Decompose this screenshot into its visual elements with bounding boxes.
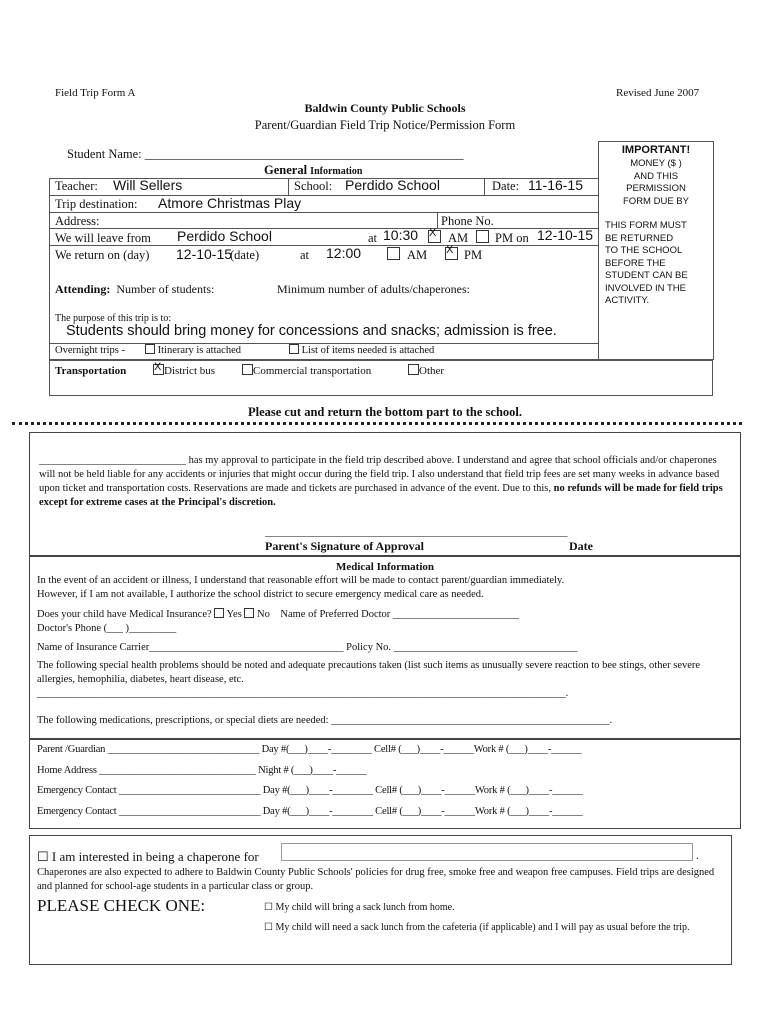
date-label: Date: [492,179,520,193]
insurance-carrier-field[interactable]: Name of Insurance Carrier_____________________________________ Policy No. ___________________________________ [37,642,578,653]
approval-paragraph: ____________________________ has my approval to participate in the field trip described above. I understand and agree that school officials and/or chaperones will not be held liable for any accidents or injuries that might occur during the field trip. I also understand that field trip fees are set many weeks in advance based upon ticket and transportation costs. Reservations are made and tickets are purchased in advance of the event. Due to this, no refunds will be made for field trips except for extreme cases at the Principal's discretion. [39,455,723,508]
transport-box [49,360,713,396]
return-am-checkbox[interactable] [387,247,400,262]
purpose-value[interactable]: Students should bring money for concessions and snacks; admission is free. [66,323,557,339]
overnight-label: Overnight trips - [55,345,125,356]
emergency-contact-row[interactable]: Emergency Contact ____________________________ Day #(___)____-________ Cell# (___)____-______Work # (___)____-______ [37,785,583,796]
items-list-checkbox[interactable] [289,344,434,356]
revised-date: Revised June 2007 [616,87,700,99]
chaperone-input[interactable] [281,843,693,861]
other-label: Other [419,365,445,377]
leave-pm-on-label: PM on [495,231,529,245]
min-adults-label: Minimum number of adults/chaperones: [277,282,470,296]
district-bus-label: District bus [164,365,216,377]
leave-at-label: at [368,231,378,245]
insurance-no-checkbox[interactable] [244,608,254,618]
return-am-label: AM [407,248,428,262]
destination-value[interactable]: Atmore Christmas Play [158,195,302,211]
org-title: Baldwin County Public Schools [304,101,466,115]
home-address-row[interactable]: Home Address _______________________________ Night # (___)____-______ [37,765,367,776]
leave-pm-checkbox[interactable] [476,230,489,245]
doctor-phone-field[interactable]: Doctor's Phone (___ )_________ [37,623,177,634]
return-label: We return on (day) [55,248,150,262]
transport-label: Transportation [55,365,127,377]
return-at-label: at [300,248,310,262]
leave-am-label: AM [448,231,469,245]
chaperone-label[interactable]: ☐ I am interested in being a chaperone for [37,849,259,864]
signature-label: Parent's Signature of Approval [265,539,425,553]
items-list-label: List of items needed is attached [301,345,435,356]
teacher-value[interactable]: Will Sellers [113,177,183,193]
school-value[interactable]: Perdido School [345,177,440,193]
return-day[interactable]: 12-10-15 [176,246,233,262]
teacher-label: Teacher: [55,179,98,193]
purpose-label: The purpose of this trip is to: [55,313,172,324]
commercial-label: Commercial transportation [253,365,372,377]
cafeteria-lunch-option[interactable]: ☐ My child will need a sack lunch from the cafeteria (if applicable) and I will pay as usual before the trip. [264,922,690,933]
chaperone-policy: Chaperones are also expected to adhere to Baldwin County Public Schools' policies for drug free, smoke free and weapon free campuses. Field trips are designed and planned for school-age students in a particular class or group. [37,867,715,892]
leave-location[interactable]: Perdido School [177,228,272,244]
insurance-yes-checkbox[interactable] [214,608,224,618]
return-notice-text: THIS FORM MUST BE RETURNED TO THE SCHOOL BEFORE THE STUDENT CAN BE INVOLVED IN THE ACTIVITY. [605,220,688,306]
sack-lunch-home-option[interactable]: ☐ My child will bring a sack lunch from home. [264,902,455,913]
important-title: IMPORTANT! [621,144,691,156]
signature-date-label: Date [569,539,593,553]
leave-label: We will leave from [55,231,151,245]
medical-heading: Medical Information [335,561,435,573]
preferred-doctor-field[interactable]: Name of Preferred Doctor ________________________ [280,609,519,620]
itinerary-label: Itinerary is attached [157,345,241,356]
leave-am-checkbox[interactable] [428,230,441,245]
insurance-row: Does your child have Medical Insurance? Yes No Name of Preferred Doctor ________________________ [37,609,519,620]
cut-line [12,422,742,425]
signature-line[interactable]: _______________________________________________________ [265,526,568,538]
school-label: School: [294,179,333,193]
medications-field[interactable]: The following medications, prescriptions, or special diets are needed: _____________________________________________________. [37,715,613,726]
cut-instruction: Please cut and return the bottom part to the school. [247,405,523,419]
return-date-label: (date) [230,248,260,262]
destination-label: Trip destination: [55,197,138,211]
parent-guardian-row[interactable]: Parent /Guardian ______________________________ Day #(___)____-________ Cell# (___)____-______Work # (___)____-______ [37,744,582,755]
district-bus-checkbox[interactable] [153,364,215,377]
emergency-contact-row[interactable]: Emergency Contact ____________________________ Day #(___)____-________ Cell# (___)____-______Work # (___)____-______ [37,806,583,817]
return-time[interactable]: 12:00 [326,245,362,261]
phone-label: Phone No. [441,214,494,228]
medical-p2: However, if I am not available, I authorize the school district to secure emergency medical care as needed. [37,589,484,600]
leave-time[interactable]: 10:30 [383,227,419,243]
attending-row: Attending: Number of students: [55,282,215,296]
form-title: Parent/Guardian Field Trip Notice/Permission Form [254,118,516,132]
check-one-heading: PLEASE CHECK ONE: [37,896,206,915]
leave-date[interactable]: 12-10-15 [537,227,594,243]
money-due-text: MONEY ($ ) AND THIS PERMISSION FORM DUE BY [623,158,689,207]
health-problems-line[interactable]: _____________________________________________________________________________________________________________. [37,688,568,699]
address-label: Address: [55,214,100,228]
date-value[interactable]: 11-16-15 [528,177,584,193]
itinerary-checkbox[interactable] [145,344,241,356]
health-problems-text: The following special health problems should be noted and adequate precautions taken (list such items as unusually severe reaction to bee stings, other severe allergies, hemophilia, diabetes, heart disease, etc. [37,660,701,685]
other-checkbox[interactable] [408,364,444,377]
return-pm-label: PM [464,248,483,262]
student-name-field[interactable]: Student Name: ___________________________________________________ [67,147,464,161]
return-pm-checkbox[interactable] [445,247,458,262]
form-id: Field Trip Form A [55,87,136,99]
commercial-checkbox[interactable] [242,364,371,377]
medical-p1: In the event of an accident or illness, I understand that reasonable effort will be made to contact parent/guardian immediately. [37,575,565,586]
general-info-heading: General Information [264,163,363,177]
